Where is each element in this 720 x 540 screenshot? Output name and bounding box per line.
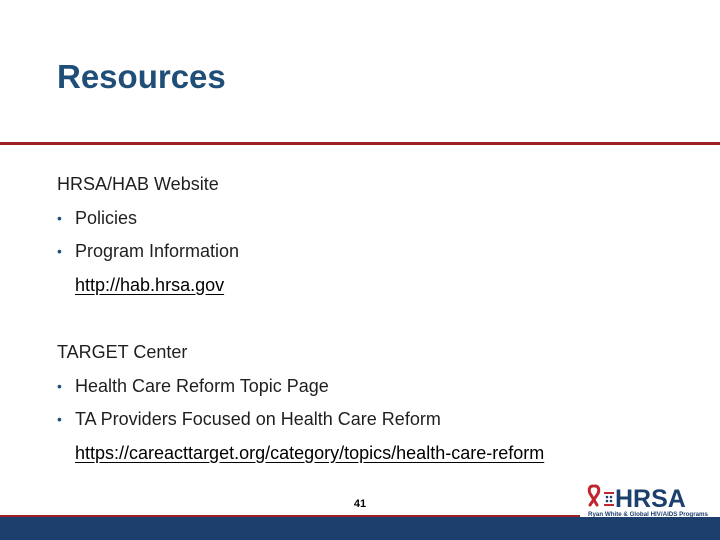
title-divider bbox=[0, 142, 720, 145]
bullet-text: TA Providers Focused on Health Care Reform bbox=[75, 409, 441, 429]
logo-tagline: Ryan White & Global HIV/AIDS Programs bbox=[588, 511, 708, 518]
bullet-text: Program Information bbox=[75, 241, 240, 261]
section-heading: HRSA/HAB Website bbox=[57, 174, 219, 194]
bullet-icon: • bbox=[57, 243, 62, 259]
bullet-item bbox=[57, 372, 544, 406]
link-row bbox=[57, 271, 544, 305]
red-ribbon-icon bbox=[589, 486, 598, 505]
hrsa-logo bbox=[585, 483, 717, 519]
bullet-icon: • bbox=[57, 209, 62, 226]
slide-title: Resources bbox=[57, 58, 226, 95]
bullet-item bbox=[57, 204, 544, 238]
bullet-item bbox=[57, 237, 544, 271]
bullet-text: Health Care Reform Topic Page bbox=[75, 375, 329, 396]
bullet-icon: • bbox=[57, 411, 62, 427]
page-number: 41 bbox=[353, 498, 367, 510]
slide-content bbox=[57, 170, 544, 472]
bullet-icon: • bbox=[57, 377, 62, 394]
stars-icon bbox=[606, 496, 613, 503]
section-heading: TARGET Center bbox=[57, 342, 188, 362]
logo-wordmark: HRSA bbox=[615, 485, 686, 513]
link-row bbox=[57, 439, 544, 473]
bullet-text: Policies bbox=[75, 207, 138, 228]
hab-website-link[interactable]: http://hab.hrsa.gov bbox=[75, 274, 225, 295]
bullet-item bbox=[57, 405, 544, 439]
target-center-link[interactable]: https://careacttarget.org/category/topics/health-care-reform bbox=[75, 442, 545, 463]
stripes-icon bbox=[604, 492, 614, 506]
footer-bar bbox=[0, 517, 720, 540]
